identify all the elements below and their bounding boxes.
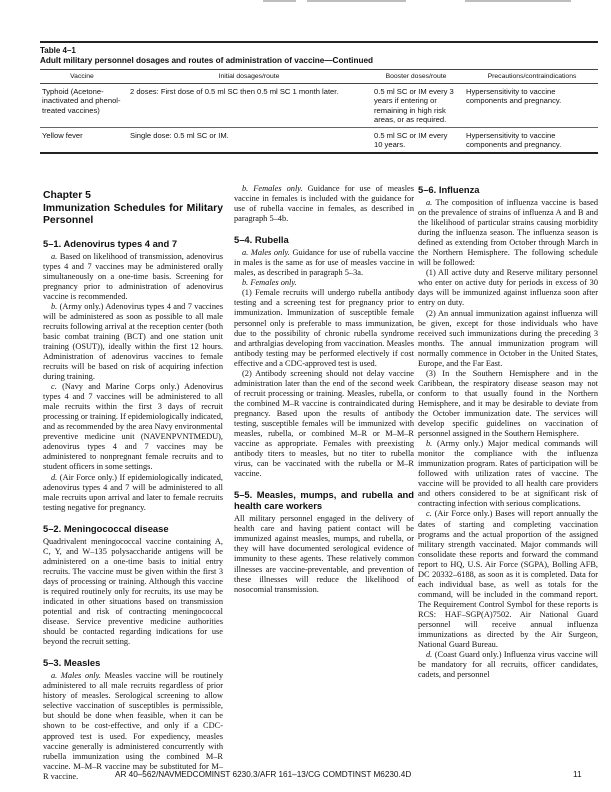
cell-initial: 2 doses: First dose of 0.5 ml SC then 0.5 ml SC 1 month later. xyxy=(124,84,368,128)
cell-initial: Single dose: 0.5 ml SC or IM. xyxy=(124,128,368,154)
table-label: Table 4–1 xyxy=(40,46,76,55)
para-marker: a. Males only. xyxy=(51,671,101,681)
paragraph-5-1-a: a. Based on likelihood of transmission, adenovirus types 4 and 7 vaccines may be administered orally simultaneously on a one-time basis. Screening for pregnancy prior to administration of adenovirus vaccine is recommended. xyxy=(43,251,223,301)
paragraph-5-2: Quadrivalent meningococcal vaccine containing A, C, Y, and W–135 polysaccharide antigens will be administered on a one-time basis to initial entry recruits. The vaccine must be given within the first 3 days of processing or training. Although this vaccine is required routinely only for recruits, its use may be indicated in other situations based on transmission potential and risk of contracting meningococcal disease. Service preventive medicine authorities should be contacted regarding indications for use beyond the recruit setting. xyxy=(43,536,223,647)
column-header-vaccine: Vaccine xyxy=(40,70,124,84)
top-scan-marks xyxy=(0,0,611,4)
table-header-row xyxy=(40,70,598,84)
para-marker: d. xyxy=(51,472,58,482)
table-row xyxy=(40,84,598,128)
section-heading-5-1: 5–1. Adenovirus types 4 and 7 xyxy=(43,237,178,249)
scan-mark xyxy=(307,0,406,2)
paragraph-5-3-b: b. Females only. Guidance for use of measles vaccine in females is included with the guidance for use of rubella vaccine in females, as described in paragraph 5–4b. xyxy=(234,184,414,224)
paragraph-5-1-b: b. (Army only.) Adenovirus types 4 and 7 vaccines will be administered as soon as possible to all male recruits following arrival at the reception center (both basic combat training (BCT) and one station unit training (OSUT)), ideally within the first 12 hours. Administration of adenovirus vaccines to female recruits will be based on risk of acquiring infection during training. xyxy=(43,301,223,382)
chapter-heading xyxy=(43,190,223,228)
paragraph-5-6-a-1: (1) All active duty and Reserve military personnel who enter on active duty for periods in excess of 30 days will be immunized against influenza soon after entry on duty. xyxy=(418,268,598,308)
paragraph-5-6-a: a. The composition of influenza vaccine is based on the prevalence of strains of influenza A and B and the likelihood of particular strains causing morbidity during the influenza season. The influenza season is defined as extending from October through March in the Northern Hemisphere. The following schedule will be followed: xyxy=(418,198,598,268)
paragraph-5-4-b-1: (1) Female recruits will undergo rubella antibody testing and a screening test for pregnancy prior to immunization. Immunization of susceptible female personnel only is preferable to mass immunization, due to the possibility of chronic rubella syndrome and arthralgias developing from vaccination. Measles antibody testing may be performed electively if cost effective and a CDC-approved test is used. xyxy=(234,288,414,368)
para-marker: b. Females only. xyxy=(242,184,303,193)
section-heading-5-5: 5–5. Measles, mumps, and rubella and health care workers xyxy=(234,489,414,512)
scan-mark xyxy=(263,0,296,2)
chapter-title: Immunization Schedules for Military Personnel xyxy=(43,202,223,226)
paragraph-5-4-a: a. Males only. Guidance for use of rubella vaccine in males is the same as for use of measles vaccine in males, as described in paragraph 5–3a. xyxy=(234,248,414,278)
cell-vaccine: Typhoid (Acetone-inactivated and phenol-treated vaccines) xyxy=(40,84,124,128)
paragraph-5-6-d: d. (Coast Guard only.) Influenza virus vaccine will be mandatory for all recruits, officer candidates, cadets, and personnel xyxy=(418,650,598,680)
para-marker: b. Females only. xyxy=(242,278,297,288)
table-row xyxy=(40,128,598,154)
para-marker: c. xyxy=(51,382,57,392)
paragraph-5-1-d: d. (Air Force only.) If epidemiologically indicated, adenovirus types 4 and 7 will be administered to all male recruits upon arrival and later to female recruits testing negative for pregnancy. xyxy=(43,472,223,512)
section-heading-5-6: 5–6. Influenza xyxy=(418,184,480,195)
para-marker: b. xyxy=(426,439,433,449)
section-heading-5-3: 5–3. Measles xyxy=(43,657,101,669)
text-column-1 xyxy=(43,184,223,782)
cell-vaccine: Yellow fever xyxy=(40,128,124,154)
column-header-precautions: Precautions/contraindications xyxy=(458,70,598,84)
paragraph-5-6-a-2: (2) An annual immunization against influenza will be given, except for those individuals who have received such immunizations during the preceding 3 months. The annual immunization program will normally commence in October in the United States, Europe, and the Far East. xyxy=(418,308,598,368)
paragraph-5-4-b-2: (2) Antibody screening should not delay vaccine administration later than the end of the second week of recruit processing or training. Measles, rubella, or the combined M–R vaccine is contraindicated during pregnancy. Based upon the results of antibody testing, susceptible females will be immunized with measles, rubella, or combined M–R or M–M–R vaccine as appropriate. Females with preexisting antibody titers to measles, but no titer to rubella virus, can be vaccinated with the rubella or M–R vaccine. xyxy=(234,368,414,479)
paragraph-5-6-a-3: (3) In the Southern Hemisphere and in the Caribbean, the respiratory disease season may not conform to that usually found in the Northern Hemisphere, and it may be desirable to deviate from the October immunization date. The services will develop specific guidelines on vaccination of personnel assigned in the Southern Hemisphere. xyxy=(418,368,598,439)
text-column-2 xyxy=(234,184,414,595)
table-top-rule xyxy=(40,41,598,43)
table-title: Adult military personnel dosages and routes of administration of vaccine—Continued xyxy=(40,56,374,65)
cell-precautions: Hypersensitivity to vaccine components and pregnancy. xyxy=(458,128,598,154)
cell-precautions: Hypersensitivity to vaccine components and pregnancy. xyxy=(458,84,598,128)
paragraph-5-3-a: a. Males only. Measles vaccine will be routinely administered to all male recruits regardless of prior history of measles. Serological screening to allow selective vaccination of susceptibles is permissible, but should be done when feasible, when it can be shown to be cost-effective, and only if a CDC-approved test is used. For expediency, measles vaccine generally is administered concurrently with rubella immunization using the combined M–R vaccine. M–M–R vaccine may be substituted for M–R vaccine. xyxy=(43,671,224,781)
para-marker: a. xyxy=(51,251,58,261)
vaccine-table-block xyxy=(40,41,598,154)
column-header-booster-doses: Booster doses/route xyxy=(368,70,458,84)
paragraph-5-6-c: c. (Air Force only.) Bases will report annually the dates of starting and completing vaccination programs and the actual proportion of the assigned military strength vaccinated. Major commands will consolidate these reports and forward the command report to HQ, U.S. Air Force (SGPA), Bolling AFB, DC 20332–6188, as soon as it is completed. Data for each individual base, as well as totals for the command, will be included in the command report. The Requirement Control Symbol for these reports is RCS: HAF–SGP(A)7502. Air National Guard personnel will receive annual influenza immunizations as directed by the Air Surgeon, National Guard Bureau. xyxy=(418,509,598,650)
vaccine-dosage-table xyxy=(40,69,598,154)
document-identifier: AR 40–562/NAVMEDCOMINST 6230.3/AFR 161–13/CG COMDTINST M6230.4D xyxy=(115,770,412,779)
section-heading-5-4: 5–4. Rubella xyxy=(234,234,289,246)
para-marker: d. xyxy=(426,650,433,660)
section-heading-5-2: 5–2. Meningococcal disease xyxy=(43,522,169,534)
paragraph-5-4-b xyxy=(234,278,414,288)
para-marker: a. Males only. xyxy=(242,248,290,258)
paragraph-5-5: All military personnel engaged in the delivery of health care and having patient contact will be immunized against measles, mumps, and rubella, or they will have documented serological evidence of immunity to these agents. These relatively common illnesses are vaccine-preventable, and prevention of these illnesses will reduce the likelihood of nosocomial transmission. xyxy=(234,514,414,594)
cell-booster: 0.5 ml SC or IM every 10 years. xyxy=(368,128,458,154)
paragraph-5-1-c: c. (Navy and Marine Corps only.) Adenovirus types 4 and 7 vaccines will be administered to all male recruits within the first 3 days of recruit processing or training. If epidemiologically indicated, and as recommended by the area Navy environmental preventive medicine unit (NAVENPVNTMEDU), adenovirus types 4 and 7 vaccines may be administered to nonpregnant female recruits and to student officers in some settings. xyxy=(43,382,223,472)
para-marker: c. xyxy=(426,509,432,519)
chapter-number: Chapter 5 xyxy=(43,190,91,201)
column-header-initial-dosages: Initial dosages/route xyxy=(124,70,368,84)
para-marker: b. xyxy=(51,301,58,311)
scan-mark xyxy=(465,0,571,2)
page-number: 11 xyxy=(573,770,582,779)
paragraph-5-6-b: b. (Army only.) Major medical commands will monitor the compliance with the influenza immunization program. Rates of participation will be followed with utilization rates of vaccine. The vaccine will be provided to all health care providers and others considered to be at significant risk of contracting infection with serious complications. xyxy=(418,439,598,509)
para-marker: a. xyxy=(426,198,433,207)
cell-booster: 0.5 ml SC or IM every 3 years if entering or remaining in high risk areas, or as required. xyxy=(368,84,458,128)
text-column-3 xyxy=(418,184,598,680)
